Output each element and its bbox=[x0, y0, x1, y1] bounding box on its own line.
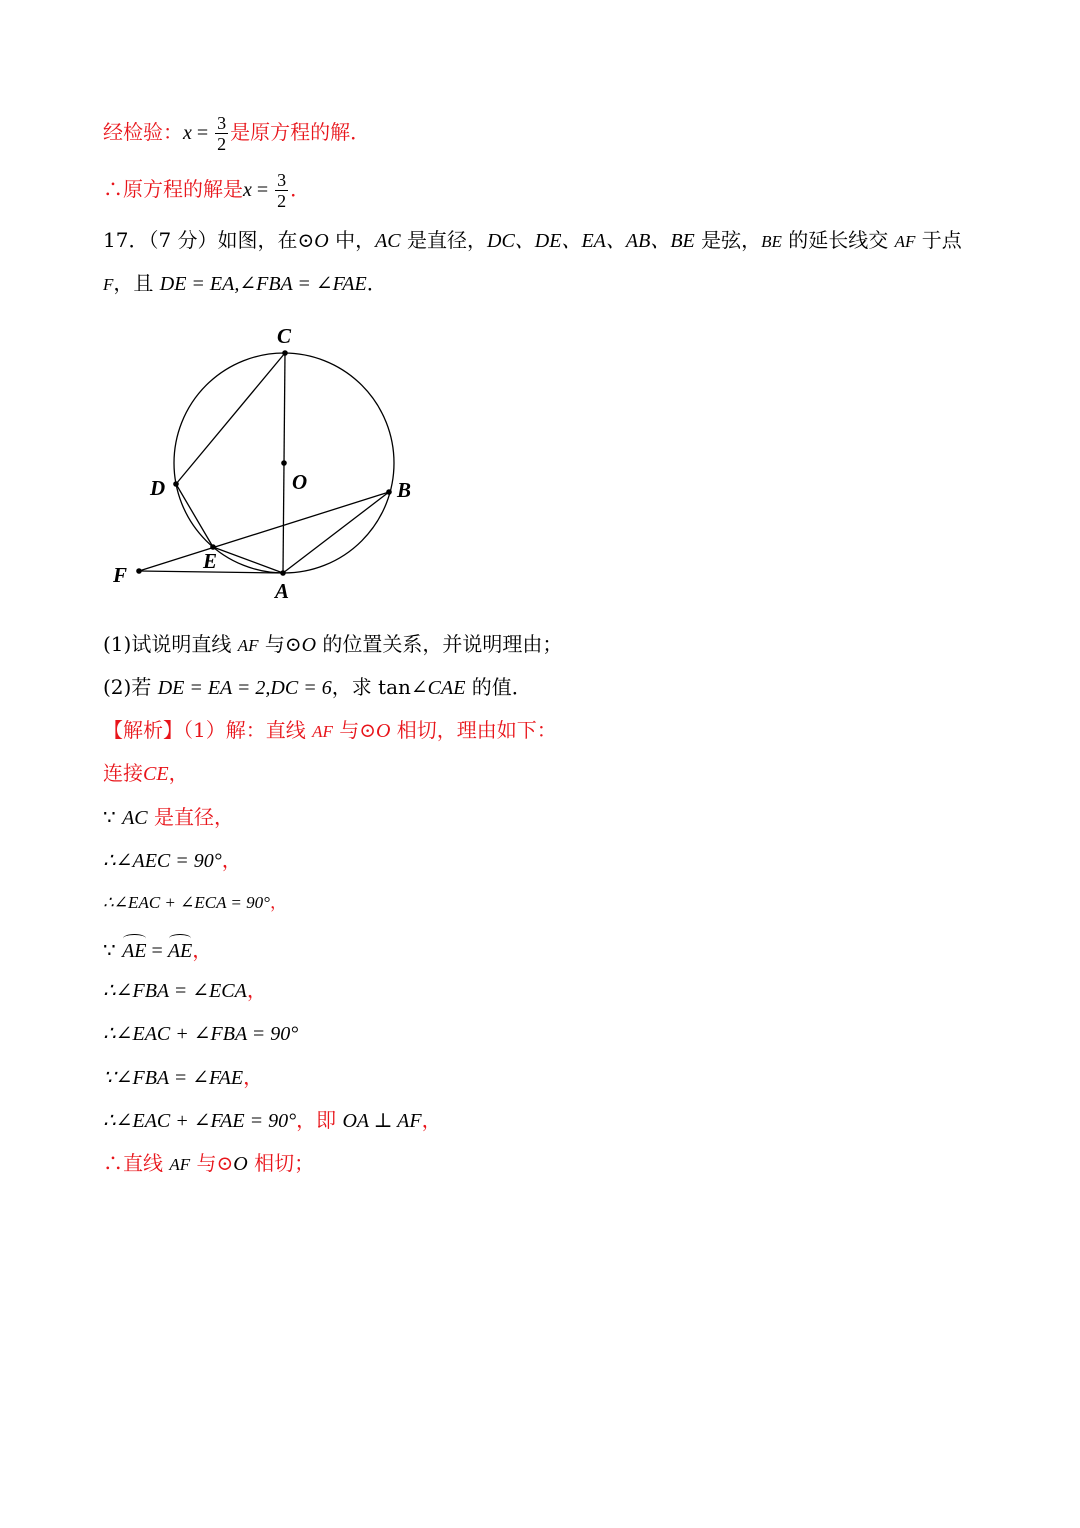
solution-step-connect: 连接CE， bbox=[103, 761, 189, 785]
label-f: F bbox=[113, 563, 128, 587]
verification-line: 经检验：x = $\frac{3}{2}$ 是原方程的解． bbox=[103, 113, 371, 154]
label-o: O bbox=[292, 470, 308, 494]
point-c bbox=[282, 350, 288, 356]
solution-heading: 【解析】（1）解：直线 AF 与⊙O 相切，理由如下： bbox=[103, 718, 557, 742]
solution-step-5: ∴∠EAC + ∠ECA = 90°， bbox=[103, 893, 287, 913]
point-f bbox=[136, 568, 142, 574]
segment-cd bbox=[176, 353, 285, 484]
segment-ea bbox=[213, 547, 283, 573]
label-c: C bbox=[277, 324, 292, 348]
solution-step-9: ∵∠FBA = ∠FAE， bbox=[103, 1065, 264, 1089]
fraction: $\frac{3}{2}$ bbox=[217, 113, 227, 154]
point-o bbox=[281, 460, 287, 466]
solution-step-8: ∴∠EAC + ∠FBA = 90° bbox=[103, 1023, 299, 1045]
problem-statement-cont: F，且 DE = EA,∠FBA = ∠FAE． bbox=[103, 271, 387, 295]
segment-bf bbox=[139, 492, 389, 571]
label-b: B bbox=[397, 478, 412, 502]
solution-step-6: ∵ AE = AE， bbox=[103, 936, 212, 965]
label-d: D bbox=[150, 476, 166, 500]
solution-step-10: ∴∠EAC + ∠FAE = 90°，即 OA ⊥ AF， bbox=[103, 1108, 442, 1132]
solution-step-7: ∴∠FBA = ∠ECA， bbox=[103, 978, 267, 1002]
solution-line: ∴原方程的解是x = $\frac{3}{2}$ ． bbox=[103, 170, 311, 211]
fraction: $\frac{3}{2}$ bbox=[277, 170, 287, 211]
solution-step-4: ∴∠AEC = 90°， bbox=[103, 848, 242, 872]
point-a bbox=[280, 570, 286, 576]
circle-geometry-figure bbox=[100, 315, 440, 610]
question-2: (2)若 DE = EA = 2,DC = 6，求 tan∠CAE 的值． bbox=[103, 675, 532, 699]
label-e: E bbox=[203, 549, 218, 573]
question-1: (1)试说明直线 AF 与⊙O 的位置关系，并说明理由； bbox=[103, 632, 563, 656]
solution-step-3: ∵ AC 是直径， bbox=[103, 805, 235, 829]
label-a: A bbox=[275, 579, 290, 603]
solution-conclusion: ∴直线 AF 与⊙O 相切； bbox=[103, 1151, 315, 1175]
segment-ab bbox=[283, 492, 389, 573]
problem-statement: 17．（7 分）如图，在⊙O 中，AC 是直径，DC、DE、EA、AB、BE 是弦，BE 的延长线交 AF 于点 bbox=[103, 228, 962, 252]
point-d bbox=[173, 481, 179, 487]
segment-de bbox=[176, 484, 213, 547]
point-b bbox=[386, 489, 392, 495]
